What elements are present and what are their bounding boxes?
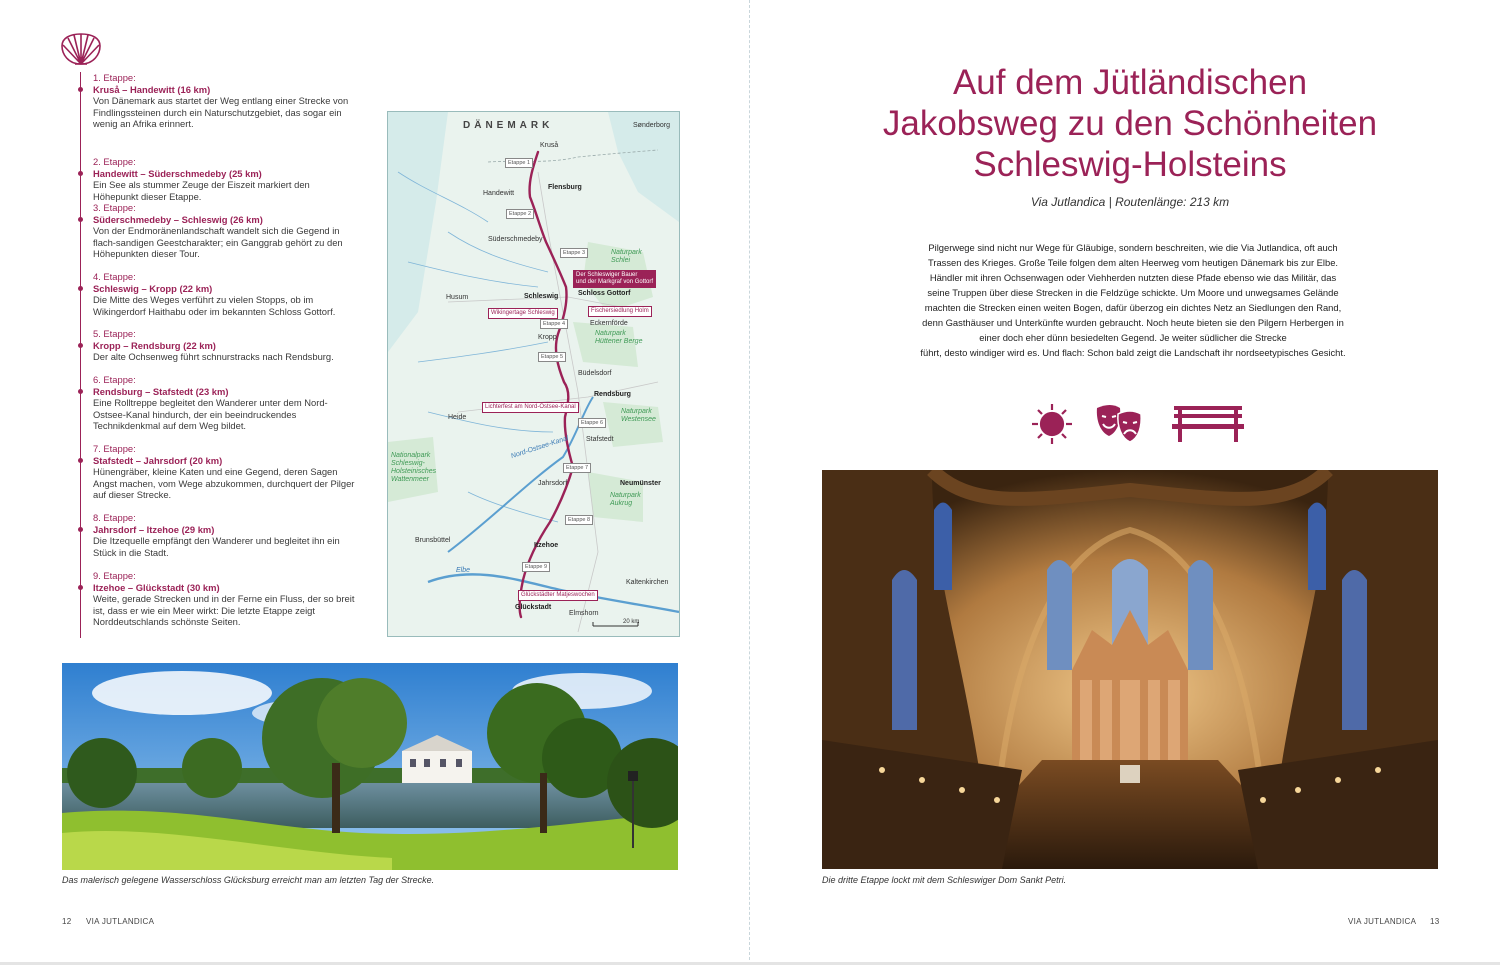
- map-label-itzehoe: Itzehoe: [534, 542, 559, 549]
- title-line: Schleswig-Holsteins: [973, 145, 1287, 184]
- map-label-glueckstadt: Glückstadt: [515, 604, 552, 611]
- body-line: Pilgerwege sind nicht nur Wege für Gläubige, sondern beschreiten, wie die Via Jutlandica, oft auch: [928, 242, 1338, 253]
- stage-text: Hünengräber, kleine Katen und eine Gegend, deren Sagen Angst machen, vom Wege abzukommen, durchquert der Pilger auf dieser Strecke.: [93, 466, 355, 500]
- body-line: machten die Strecken einen weiten Bogen, dafür überzog ein dichtes Netz an Siedlungen den Rand,: [924, 302, 1342, 313]
- map-label-handewitt: Handewitt: [483, 190, 515, 197]
- running-head-right: VIA JUTLANDICA: [1348, 917, 1417, 926]
- map-event-wikinger: Wikingertage Schleswig: [488, 308, 558, 319]
- map-etappe-4: Etappe 4: [540, 319, 568, 329]
- stage-2: [93, 156, 355, 202]
- stage-number: 9. Etappe:: [93, 570, 136, 581]
- scallop-shell-icon: [60, 32, 102, 66]
- caption-left: Das malerisch gelegene Wasserschloss Glücksburg erreicht man am letzten Tag der Strecke.: [62, 875, 435, 885]
- stage-name: Kruså – Handewitt (16 km): [93, 83, 211, 95]
- stage-name: Jahrsdorf – Itzehoe (29 km): [93, 523, 215, 535]
- page-number-right: 13: [1430, 917, 1440, 926]
- body-line: Händler mit ihren Ochsenwagen oder Viehherden nutzten diese Pfade ebenso wie das Militär, das: [929, 272, 1337, 283]
- page-number-left: 12: [62, 917, 72, 926]
- map-event-lichterfest: Lichterfest am Nord-Ostsee-Kanal: [482, 402, 579, 413]
- map-etappe-9: Etappe 9: [522, 562, 550, 572]
- bench-icon: [1170, 404, 1246, 444]
- title-line: Auf dem Jütländischen: [952, 63, 1308, 102]
- stage-text: Ein See als stummer Zeuge der Eiszeit markiert den Höhepunkt dieser Etappe.: [93, 179, 310, 202]
- stage-name: Süderschmedeby – Schleswig (26 km): [93, 213, 263, 225]
- stage-number: 3. Etappe:: [93, 202, 136, 213]
- map-label-eckernfoerde: Eckernförde: [590, 320, 628, 327]
- map-etappe-2: Etappe 2: [506, 209, 534, 219]
- theater-masks-icon: [1094, 402, 1144, 446]
- map-label-country: DÄNEMARK: [463, 120, 554, 131]
- page-title: [822, 62, 1438, 185]
- map-etappe-3: Etappe 3: [560, 248, 588, 258]
- stage-text: Der alte Ochsenweg führt schnurstracks nach Rendsburg.: [93, 351, 334, 362]
- map-event-fischer: Fischersiedlung Holm: [588, 306, 652, 317]
- map-label-suederschmedeby: Süderschmedeby: [488, 236, 543, 243]
- map-label-flensburg: Flensburg: [548, 184, 582, 191]
- map-label-sonderborg: Sønderborg: [633, 122, 670, 129]
- map-label-buedelsdorf: Büdelsdorf: [578, 370, 612, 377]
- stage-number: 4. Etappe:: [93, 271, 136, 282]
- intro-text: [858, 240, 1408, 360]
- map-water-elbe: Elbe: [456, 567, 471, 574]
- body-line: seine Truppen über diese Strecken in die Feldzüge schickte. Um Moore und unwegsames Gelände: [927, 287, 1339, 298]
- route-map: [387, 111, 680, 637]
- map-label-brunsbuettel: Brunsbüttel: [415, 537, 451, 544]
- map-park-wattenmeer: Nationalpark Schleswig- Holsteinisches Wattenmeer: [391, 452, 437, 483]
- stage-text: Die Mitte des Weges verführt zu vielen Stopps, ob im Wikingerdorf Haithabu oder im bekannten Schloss Gottorf.: [93, 294, 336, 317]
- map-label-schleswig: Schleswig: [524, 293, 559, 300]
- map-label-elmshorn: Elmshorn: [569, 610, 599, 617]
- stage-1: [93, 72, 355, 130]
- stage-number: 5. Etappe:: [93, 328, 136, 339]
- stage-text: Von Dänemark aus startet der Weg entlang einer Strecke von Findlingssteinen durch ein Naturschutzgebiet, das sogar ein wenig an Afrika erinnert.: [93, 95, 349, 129]
- map-park-aukrug: Naturpark Aukrug: [610, 492, 641, 507]
- map-water-kanal: Nord-Ostsee-Kanal: [510, 434, 570, 461]
- stage-text: Eine Rolltreppe begleitet den Wanderer unter dem Nord-Ostsee-Kanal hindurch, der ein beeindruckendes Technikdenkmal auf dem Weg bildet.: [93, 397, 328, 431]
- page-subtitle: Via Jutlandica | Routenlänge: 213 km: [1030, 195, 1230, 209]
- stage-number: 8. Etappe:: [93, 512, 136, 523]
- stage-8: [93, 512, 355, 558]
- feature-icons: [1030, 402, 1250, 446]
- body-line: denn Gasthäuser und Unterkünfte wurden gebraucht. Noch heute bieten sie den Pilgern Herbergen in: [922, 317, 1344, 328]
- sun-icon: [1030, 402, 1074, 446]
- stage-list: [80, 72, 353, 638]
- stage-9: [93, 570, 355, 628]
- map-etappe-5: Etappe 5: [538, 352, 566, 362]
- stage-name: Rendsburg – Stafstedt (23 km): [93, 385, 229, 397]
- stage-7: [93, 443, 355, 501]
- stage-number: 1. Etappe:: [93, 72, 136, 83]
- map-graphics: [388, 112, 679, 636]
- map-label-husum: Husum: [446, 294, 469, 301]
- stage-5: [93, 328, 355, 363]
- photo-gluecksburg-castle: [62, 663, 678, 870]
- title-line: Jakobsweg zu den Schönheiten: [882, 104, 1378, 143]
- stage-name: Schleswig – Kropp (22 km): [93, 282, 213, 294]
- map-label-heide: Heide: [448, 414, 467, 421]
- caption-right: Die dritte Etappe lockt mit dem Schleswiger Dom Sankt Petri.: [822, 875, 1067, 885]
- map-scale-label: 20 km: [623, 619, 640, 625]
- stage-4: [93, 271, 355, 317]
- stage-name: Handewitt – Süderschmedeby (25 km): [93, 167, 262, 179]
- stage-number: 2. Etappe:: [93, 156, 136, 167]
- map-label-rendsburg: Rendsburg: [594, 391, 631, 398]
- body-line: Trassen des Krieges. Große Teile folgen dem alten Heerweg vom heutigen Dänemark bis zur Elbe.: [927, 257, 1339, 268]
- map-etappe-8: Etappe 8: [565, 515, 593, 525]
- map-park-huettener: Naturpark Hüttener Berge: [595, 330, 643, 345]
- map-label-kaltenkirchen: Kaltenkirchen: [626, 579, 669, 586]
- stage-text: Von der Endmoränenlandschaft wandelt sich die Gegend in flach-sandigen Geestcharakter; ein Ganggrab gehört zu den Höhepunkten dieser Tour.: [93, 225, 343, 259]
- map-label-stafstedt: Stafstedt: [586, 436, 614, 443]
- map-label-jahrsdorf: Jahrsdorf: [538, 480, 568, 487]
- body-line: führt, desto windiger wird es. Und flach: Schon bald zeigt die Landschaft ihr nordseetypisches Gesicht.: [920, 347, 1346, 358]
- map-etappe-1: Etappe 1: [505, 158, 533, 168]
- map-etappe-7: Etappe 7: [563, 463, 591, 473]
- running-head-left: VIA JUTLANDICA: [86, 917, 155, 926]
- stage-text: Die Itzequelle empfängt den Wanderer und begleitet ihn ein Stück in die Stadt.: [93, 535, 340, 558]
- page-gutter: [749, 0, 750, 965]
- stage-3: [93, 202, 355, 260]
- map-event-bauer: Der Schleswiger Bauer und der Markgraf von Gottorf: [573, 270, 656, 288]
- map-label-neumuenster: Neumünster: [620, 480, 661, 487]
- stage-6: [93, 374, 355, 432]
- stage-text: Weite, gerade Strecken und in der Ferne ein Fluss, der so breit ist, dass er wie ein Meer wirkt: Die letzte Etappe zeigt Norddeutschlands schönste Seiten.: [93, 593, 355, 627]
- map-event-matjes: Glückstädter Matjeswochen: [518, 590, 598, 601]
- stage-number: 6. Etappe:: [93, 374, 136, 385]
- body-line: einer doch eher dünn besiedelten Gegend. Je weiter südlicher die Strecke: [979, 332, 1287, 343]
- stage-name: Kropp – Rendsburg (22 km): [93, 339, 216, 351]
- stage-name: Stafstedt – Jahrsdorf (20 km): [93, 454, 223, 466]
- map-label-krusa: Kruså: [540, 142, 559, 149]
- photo-schleswig-cathedral: [822, 470, 1438, 869]
- map-label-kropp: Kropp: [538, 334, 557, 341]
- map-park-westensee: Naturpark Westensee: [621, 408, 656, 423]
- map-label-schloss-gottorf: Schloss Gottorf: [578, 290, 631, 297]
- map-park-schlei: Naturpark Schlei: [611, 249, 642, 264]
- map-etappe-6: Etappe 6: [578, 418, 606, 428]
- stage-name: Itzehoe – Glückstadt (30 km): [93, 581, 220, 593]
- stage-number: 7. Etappe:: [93, 443, 136, 454]
